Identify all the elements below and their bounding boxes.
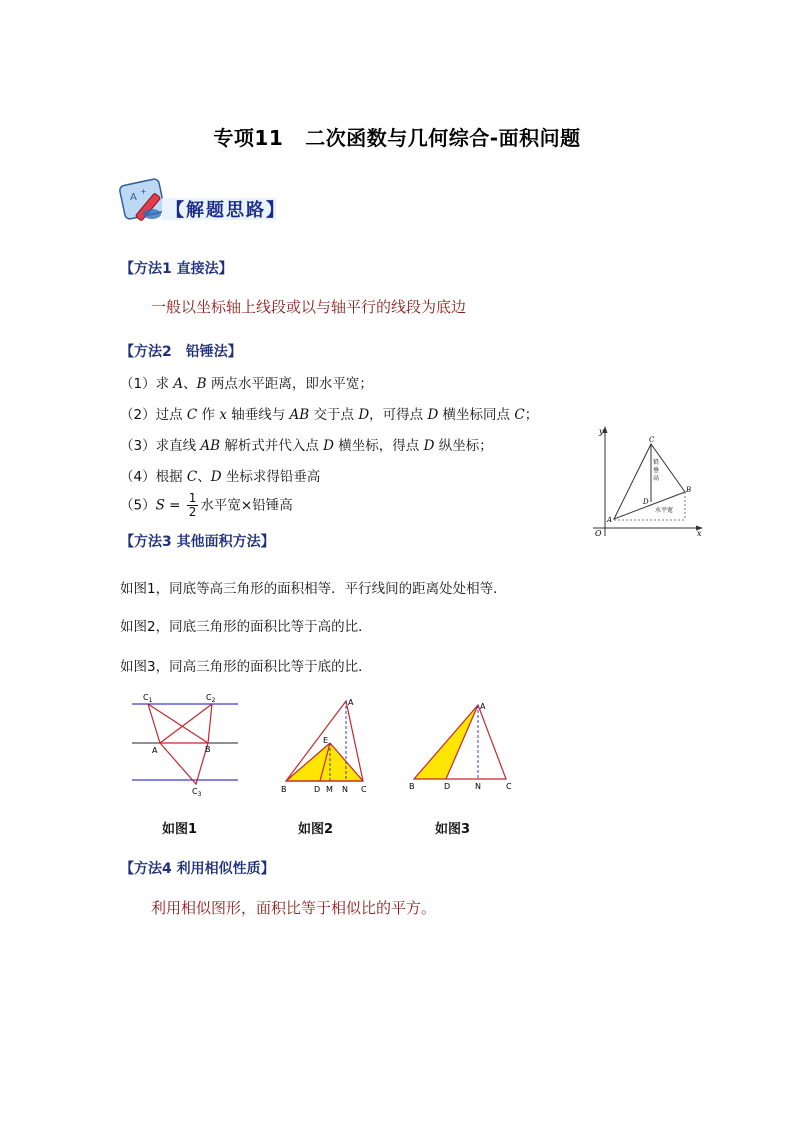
fig2-m-label: M — [326, 785, 333, 794]
fig2-n-label: N — [342, 785, 348, 794]
fig1-a-label: A — [152, 746, 158, 755]
vertical-height-diagram — [585, 424, 705, 542]
horizontal-label: 水平宽 — [655, 507, 674, 514]
fig2-b-label: B — [281, 785, 287, 794]
vertical-label-2: 垂 — [653, 467, 660, 474]
fig1-c2-label: C — [206, 693, 212, 702]
figure-3 — [406, 697, 518, 795]
title-prefix: 专项11 — [213, 126, 284, 150]
point-b-label: B — [686, 486, 692, 494]
fig1-b-label: B — [205, 745, 211, 754]
axis-y-label: y — [599, 427, 604, 436]
fig2-caption: 如图2 — [298, 822, 334, 837]
method4-heading: 【方法4 利用相似性质】 — [120, 861, 275, 877]
origin-label: O — [595, 529, 602, 538]
svg-text:+: + — [140, 187, 147, 196]
figure-2 — [278, 693, 378, 797]
method1-text: 一般以坐标轴上线段或以与轴平行的线段为底边 — [151, 298, 467, 316]
fig3-caption: 如图3 — [435, 822, 471, 837]
fig3-c-label: C — [506, 782, 512, 791]
method3-line1: 如图1，同底等高三角形的面积相等．平行线间的距离处处相等． — [120, 581, 507, 597]
vertical-label-1: 铅 — [653, 459, 660, 466]
fig2-e-label: E — [323, 736, 329, 745]
svg-text:C2: $C_2$ — [206, 693, 216, 704]
method2-heading: 【方法2 铅锤法】 — [120, 344, 242, 360]
fraction-one-half: $\frac{1}{2}$ — [188, 491, 197, 519]
method2-step5: （5）S = $\frac{1}{2}$ 水平宽×铅锤高 — [120, 491, 293, 519]
svg-text:A: A — [130, 192, 137, 203]
svg-text:C1: $C_1$ — [143, 693, 153, 704]
method1-heading: 【方法1 直接法】 — [120, 261, 233, 277]
vertical-label-3: 高 — [653, 475, 660, 482]
fig2-a-label: A — [348, 698, 354, 707]
section-badge: 【解题思路】 — [166, 200, 286, 221]
method2-step2: （2）过点 C 作 x 轴垂线与 AB 交于点 D，可得点 D 横坐标同点 C； — [120, 407, 539, 423]
method2-step3: （3）求直线 AB 解析式并代入点 D 横坐标，得点 D 纵坐标； — [120, 438, 493, 454]
axis-x-label: x — [697, 529, 702, 538]
fig3-b-label: B — [409, 782, 415, 791]
svg-text:C3: $C_3$ — [192, 787, 202, 798]
point-a-label: A — [607, 516, 613, 524]
method3-line2: 如图2，同底三角形的面积比等于高的比． — [120, 619, 372, 635]
point-c-label: C — [649, 436, 655, 444]
figure-1 — [130, 690, 242, 798]
method3-heading: 【方法3 其他面积方法】 — [120, 534, 275, 550]
fig1-caption: 如图1 — [162, 822, 198, 837]
fig2-c-label: C — [361, 785, 367, 794]
method2-step4: （4）根据 C、D 坐标求得铅垂高 — [120, 469, 321, 485]
point-d-label: D — [643, 498, 649, 506]
fig2-d-label: D — [314, 785, 321, 794]
fig3-n-label: N — [475, 782, 481, 791]
fig1-c3-label: C — [192, 787, 198, 796]
fig3-a-label: A — [480, 702, 486, 711]
title-main: 二次函数与几何综合-面积问题 — [305, 126, 581, 150]
fig3-d-label: D — [444, 782, 451, 791]
page-title — [0, 122, 794, 151]
method2-step1: （1）求 A、B 两点水平距离，即水平宽； — [120, 376, 373, 392]
method3-line3: 如图3，同高三角形的面积比等于底的比． — [120, 659, 372, 675]
method4-text: 利用相似图形，面积比等于相似比的平方。 — [151, 899, 437, 917]
fig1-c1-label: C — [143, 693, 149, 702]
